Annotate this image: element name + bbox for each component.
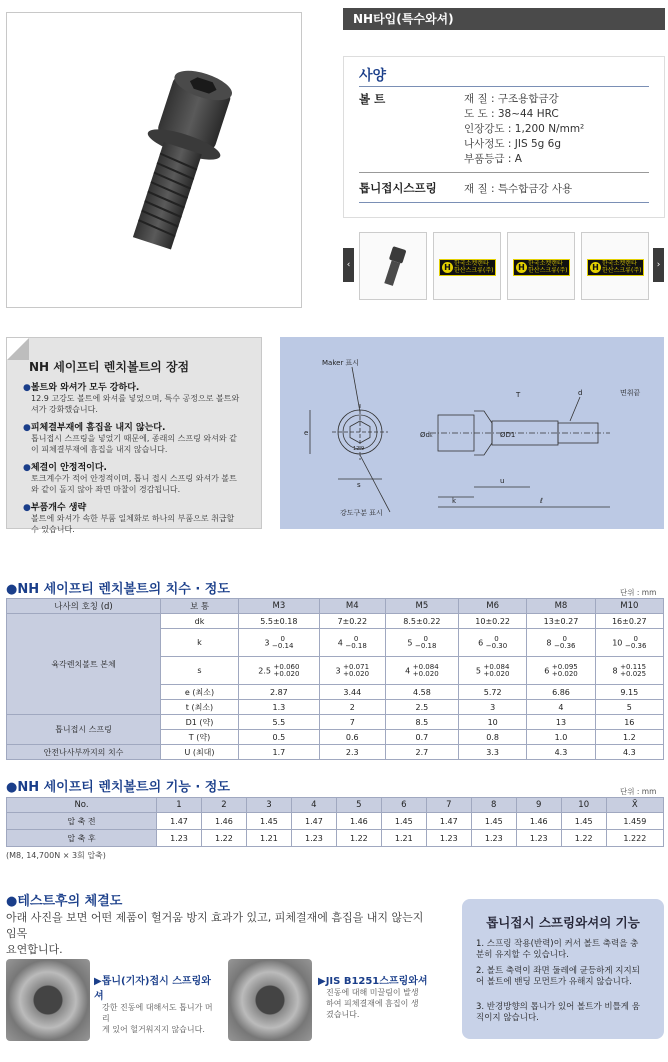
base: 8 xyxy=(546,638,552,647)
cell: 1.45 xyxy=(246,813,291,830)
col-header: 4 xyxy=(291,798,336,813)
company-logo xyxy=(439,259,496,276)
base: 3 xyxy=(335,666,341,675)
cell xyxy=(319,657,385,685)
tol-up: 0 xyxy=(423,634,428,643)
cell: 4 xyxy=(527,700,595,715)
dims-title: ●NH 세이프티 렌치볼트의 치수 · 정도 xyxy=(6,582,230,597)
dim-D1: ØD1 xyxy=(500,431,516,439)
cell: 16 xyxy=(595,715,663,730)
cell: 2.5 xyxy=(385,700,458,715)
col-header: 8 xyxy=(471,798,516,813)
caption-line: 진동에 대해 미끌림이 발생 xyxy=(326,988,419,997)
spec-value: JIS 5g 6g xyxy=(514,138,562,150)
company-logo xyxy=(587,259,644,276)
toothed-washer-photo xyxy=(6,959,90,1041)
func-note: (M8, 14,700N × 3회 압축) xyxy=(6,851,106,860)
cell: 1.45 xyxy=(561,813,606,830)
feature-body: 볼트에 와셔가 속한 부품 일체화로 하나의 부품으로 취급할 xyxy=(31,514,235,523)
test-title: ●테스트후의 체결도 xyxy=(6,894,123,909)
cell xyxy=(385,629,458,657)
cell: 8.5±0.22 xyxy=(385,614,458,629)
cell: 5.5 xyxy=(239,715,320,730)
tol-lo: +0.025 xyxy=(620,669,647,678)
feature-item: ●볼트와 와셔가 모두 강하다. 12.9 고강도 볼트에 와셔를 넣었으며, 특수 공정으로 볼트와 셔가 강화했습니다. xyxy=(23,383,240,414)
dim-l: ℓ xyxy=(540,497,543,505)
h-logo-icon: H xyxy=(516,262,527,273)
col-header: 10 xyxy=(561,798,606,813)
cell: 7 xyxy=(319,715,385,730)
cell: 4.3 xyxy=(527,745,595,760)
cell: 13±0.27 xyxy=(527,614,595,629)
caption-head: ▶JIS B1251스프링와셔 xyxy=(318,976,428,987)
spec-key: 재 질 xyxy=(464,93,488,105)
cell: 8.5 xyxy=(385,715,458,730)
spec-divider xyxy=(359,202,649,203)
base: 2.5 xyxy=(258,666,271,675)
bolt-photo xyxy=(7,13,301,307)
group-label: 육각렌치볼트 본체 xyxy=(7,614,161,715)
features-list xyxy=(23,380,259,535)
cell: 1.47 xyxy=(157,813,202,830)
col-header: M3 xyxy=(239,599,320,614)
cell: 1.7 xyxy=(239,745,320,760)
caption-head: ▶톱니(기자)접시 스프링와셔 xyxy=(94,976,211,1002)
tol-up: 0 xyxy=(562,634,568,643)
prev-thumb-button[interactable] xyxy=(343,248,354,282)
func-table xyxy=(6,797,664,847)
cell: 2.7 xyxy=(385,745,458,760)
test-description xyxy=(6,910,426,958)
chamfer-label: 면취끝 xyxy=(620,389,641,397)
tol-up: +0.060 xyxy=(273,662,300,671)
group-label: 안전나사부까지의 치수 xyxy=(7,745,161,760)
cell: 2 xyxy=(319,700,385,715)
cell xyxy=(385,657,458,685)
features-title: NH 세이프티 렌치볼트의 장점 xyxy=(29,360,190,374)
caption-line: 게 있어 헐거워지지 않습니다. xyxy=(102,1025,205,1034)
tol-up: 0 xyxy=(280,634,285,643)
spec-key: 나사정도 xyxy=(464,138,505,150)
feature-head: 체결이 안정적이다. xyxy=(30,463,107,473)
cell: 5.5±0.18 xyxy=(239,614,320,629)
test-desc-line: 요연합니다. xyxy=(6,943,63,956)
cell: 1.23 xyxy=(426,830,471,847)
spec-value: 38~44 HRC xyxy=(497,108,559,120)
col-header: 보 통 xyxy=(161,599,239,614)
thumbnail-strip xyxy=(343,232,665,302)
test-desc-line: 아래 사진을 보면 어떤 제품이 헐거움 방지 효과가 있고, 피체결재에 흠집을 내지 않는지 임목 xyxy=(6,911,424,940)
feature-body: 셔가 강화했습니다. xyxy=(31,405,98,414)
cell: 1.45 xyxy=(471,813,516,830)
row-label: T (약) xyxy=(161,730,239,745)
cell xyxy=(527,657,595,685)
tol-lo: −0.14 xyxy=(271,641,294,650)
cell: 1.3 xyxy=(239,700,320,715)
caption-toothed xyxy=(94,972,220,1035)
h-logo-icon: H xyxy=(590,262,601,273)
group-label: 톱니접시 스프링 xyxy=(7,715,161,745)
jis-washer-photo xyxy=(228,959,312,1041)
grade-mark: 12.9 xyxy=(353,446,365,452)
function-line: 분히 유지할 수 있습니다. xyxy=(476,950,569,960)
feature-body: 이 피체결부재에 흠집을 내지 않습니다. xyxy=(31,445,168,454)
row-label: s xyxy=(161,657,239,685)
tol-up: +0.095 xyxy=(551,662,578,671)
func-unit: 단위 : mm xyxy=(620,787,657,796)
col-header: 5 xyxy=(336,798,381,813)
cell: 1.459 xyxy=(606,813,663,830)
cell xyxy=(239,629,320,657)
cell: 1.46 xyxy=(336,813,381,830)
table-row xyxy=(7,813,664,830)
tol-up: +0.084 xyxy=(483,662,510,671)
dims-table xyxy=(6,598,664,760)
table-row xyxy=(7,715,664,730)
base: 6 xyxy=(478,638,484,647)
cell xyxy=(595,657,663,685)
cell: 1.22 xyxy=(201,830,246,847)
row-label: 압 축 후 xyxy=(7,830,157,847)
cell: 4.58 xyxy=(385,685,458,700)
cell xyxy=(319,629,385,657)
col-header: 6 xyxy=(381,798,426,813)
cell: 1.22 xyxy=(561,830,606,847)
tol-up: 0 xyxy=(494,634,499,643)
drawing-svg xyxy=(280,337,664,529)
tol-lo: +0.020 xyxy=(343,669,370,678)
spec-heading: 사양 xyxy=(359,68,387,84)
logo-line: 한국소켓랜타 xyxy=(454,260,489,267)
spec-value: 특수합금강 사용 xyxy=(497,183,573,195)
feature-head: 부품개수 생략 xyxy=(30,503,87,513)
feature-item: ●피체결부재에 흠집을 내지 않는다. 톱니접시 스프링을 넣었기 때문에, 종래의 스프링 와셔와 같 이 피체결부재에 흠집을 내지 않습니다. xyxy=(23,423,237,454)
cell: 2.87 xyxy=(239,685,320,700)
thumb-logo[interactable] xyxy=(433,232,501,300)
grade-label: 강도구분 표시 xyxy=(340,509,383,517)
thumb-logo[interactable] xyxy=(581,232,649,300)
tol-lo: +0.020 xyxy=(483,669,510,678)
dim-s: s xyxy=(357,481,361,489)
dim-dk: Ødₖ xyxy=(420,431,433,439)
base: 5 xyxy=(475,666,481,675)
base: 3 xyxy=(264,638,270,647)
function-item xyxy=(476,939,656,961)
col-header: 7 xyxy=(426,798,471,813)
base: 4 xyxy=(405,666,411,675)
base: 8 xyxy=(612,666,618,675)
cell: 1.21 xyxy=(381,830,426,847)
row-label: D1 (약) xyxy=(161,715,239,730)
spec-box xyxy=(343,56,665,218)
company-logo xyxy=(513,259,570,276)
dims-unit: 단위 : mm xyxy=(620,588,657,597)
cell: 1.45 xyxy=(381,813,426,830)
feature-body: 토크계수가 적어 안정적이며, 톱니 접시 스프링 와셔가 볼트 xyxy=(31,474,237,483)
spec-value: A xyxy=(514,153,522,165)
dim-e: e xyxy=(304,429,309,437)
features-panel xyxy=(6,337,262,534)
base: 5 xyxy=(407,638,413,647)
bolt-spec-list: 재 질 : 구조용합금강 도 도 : 38~44 HRC 인장강도 : 1,200 N/mm² 나사정도 : JIS 5g 6g 부품등급 : A xyxy=(464,93,585,165)
function-line: 2. 볼트 축력이 좌면 둘레에 균등하게 지지되 xyxy=(476,966,640,976)
caption-line: 겼습니다. xyxy=(326,1010,360,1019)
chevron-left-icon: ‹ xyxy=(346,260,351,270)
function-line: 1. 스프링 작용(반력)이 커서 볼트 축력을 충 xyxy=(476,939,639,949)
table-row xyxy=(7,830,664,847)
feature-body: 수 있습니다. xyxy=(31,525,75,534)
cell: 10 xyxy=(459,715,527,730)
col-header: 나사의 호칭 (d) xyxy=(7,599,161,614)
col-header: X̄ xyxy=(606,798,663,813)
bolt-thumb-icon xyxy=(360,233,426,299)
cell: 13 xyxy=(527,715,595,730)
cell: 5 xyxy=(595,700,663,715)
cell: 0.5 xyxy=(239,730,320,745)
logo-line: 한국소켓랜타 xyxy=(602,260,637,267)
tol-lo: −0.36 xyxy=(624,641,647,650)
tol-up: +0.115 xyxy=(620,662,647,671)
function-item xyxy=(476,1002,656,1024)
feature-body: 톱니접시 스프링을 넣었기 때문에, 종래의 스프링 와셔와 같 xyxy=(31,434,237,443)
row-label: t (최소) xyxy=(161,700,239,715)
base: 10 xyxy=(612,638,623,647)
cell xyxy=(239,657,320,685)
spec-value: 1,200 N/mm² xyxy=(514,123,585,135)
feature-body: 와 같이 돌지 않아 좌면 마찰이 경감됩니다. xyxy=(31,485,181,494)
cell: 6.86 xyxy=(527,685,595,700)
folded-corner-icon xyxy=(7,338,29,360)
func-table-title: ●NH 세이프티 렌치볼트의 기능 · 정도 xyxy=(6,780,230,795)
function-line: 3. 반경방향의 톱니가 있어 볼트가 비틀게 움 xyxy=(476,1002,640,1012)
spec-key: 도 도 xyxy=(464,108,488,120)
cell: 0.7 xyxy=(385,730,458,745)
feature-item: ●부품개수 생략 볼트에 와셔가 속한 부품 일체화로 하나의 부품으로 취급할 수 있습니다. xyxy=(23,503,235,534)
spec-divider xyxy=(359,86,649,87)
dim-u: u xyxy=(500,477,505,485)
function-item xyxy=(476,966,656,988)
row-label: U (최대) xyxy=(161,745,239,760)
cell: 1.23 xyxy=(157,830,202,847)
dim-d: d xyxy=(578,389,583,397)
cell: 1.0 xyxy=(527,730,595,745)
col-header: No. xyxy=(7,798,157,813)
col-header: M6 xyxy=(459,599,527,614)
logo-line: 한산스크류(주) xyxy=(454,267,494,274)
col-header: 2 xyxy=(201,798,246,813)
bolt-label: 볼 트 xyxy=(359,92,386,106)
logo-line: 한산스크류(주) xyxy=(602,267,642,274)
product-image xyxy=(6,12,302,308)
chevron-right-icon: › xyxy=(656,260,661,270)
spec-key: 부품등급 xyxy=(464,153,505,165)
tol-lo: +0.020 xyxy=(412,669,439,678)
tol-lo: −0.18 xyxy=(415,641,437,650)
cell: 4.3 xyxy=(595,745,663,760)
technical-drawing xyxy=(280,337,664,529)
caption-line: 강한 진동에 대해서도 톱니가 머리 xyxy=(102,1003,213,1023)
col-header: M4 xyxy=(319,599,385,614)
tol-lo: +0.020 xyxy=(273,669,300,678)
maker-label: Maker 표시 xyxy=(322,359,360,367)
cell: 1.2 xyxy=(595,730,663,745)
h-logo-icon: H xyxy=(442,262,453,273)
spring-label: 톱니접시스프링 xyxy=(359,181,437,195)
product-title-bar: NH타입(특수와셔) xyxy=(343,8,665,30)
row-label: e (최소) xyxy=(161,685,239,700)
cell xyxy=(595,629,663,657)
tol-lo: −0.18 xyxy=(345,641,367,650)
tol-up: +0.084 xyxy=(412,662,439,671)
cell: 1.47 xyxy=(426,813,471,830)
cell: 0.8 xyxy=(459,730,527,745)
cell: 1.23 xyxy=(471,830,516,847)
col-header: 3 xyxy=(246,798,291,813)
cell: 1.47 xyxy=(291,813,336,830)
logo-line: 한산스크류(주) xyxy=(528,267,568,274)
spec-key: 재 질 xyxy=(464,183,488,195)
col-header: 1 xyxy=(157,798,202,813)
col-header: M10 xyxy=(595,599,663,614)
cell xyxy=(527,629,595,657)
cell: 10±0.22 xyxy=(459,614,527,629)
next-thumb-button[interactable] xyxy=(653,248,664,282)
logo-line: 한국소켓랜타 xyxy=(528,260,563,267)
cell: 1.23 xyxy=(516,830,561,847)
col-header: M5 xyxy=(385,599,458,614)
table-row xyxy=(7,614,664,629)
col-header: 9 xyxy=(516,798,561,813)
row-label: 압 축 전 xyxy=(7,813,157,830)
cell: 1.21 xyxy=(246,830,291,847)
cell: 16±0.27 xyxy=(595,614,663,629)
caption-jis xyxy=(318,972,438,1020)
row-label: k xyxy=(161,629,239,657)
row-label: dk xyxy=(161,614,239,629)
thumb-logo[interactable] xyxy=(507,232,575,300)
cell: 1.46 xyxy=(516,813,561,830)
base: 4 xyxy=(337,638,343,647)
tol-lo: −0.30 xyxy=(485,641,508,650)
cell: 3 xyxy=(459,700,527,715)
cell: 3.3 xyxy=(459,745,527,760)
spring-spec: 재 질 : 특수합금강 사용 xyxy=(464,183,573,195)
cell: 1.222 xyxy=(606,830,663,847)
tol-lo: −0.36 xyxy=(554,641,576,650)
cell: 2.3 xyxy=(319,745,385,760)
function-line: 어 볼트에 밴딩 모먼트가 유해지 않습니다. xyxy=(476,977,632,987)
cell: 3.44 xyxy=(319,685,385,700)
spec-key: 인장강도 xyxy=(464,123,505,135)
cell: 7±0.22 xyxy=(319,614,385,629)
tol-up: +0.071 xyxy=(343,662,370,671)
table-row xyxy=(7,745,664,760)
cell: 1.46 xyxy=(201,813,246,830)
base: 6 xyxy=(544,666,550,675)
col-header: M8 xyxy=(527,599,595,614)
tol-lo: +0.020 xyxy=(551,669,578,678)
cell: 1.22 xyxy=(336,830,381,847)
dim-k: k xyxy=(452,497,457,505)
cell: 9.15 xyxy=(595,685,663,700)
caption-line: 하여 피체결재에 흠집이 생 xyxy=(326,999,419,1008)
spec-divider xyxy=(359,172,649,173)
cell: 0.6 xyxy=(319,730,385,745)
feature-body: 12.9 고강도 볼트에 와셔를 넣었으며, 특수 공정으로 볼트와 xyxy=(31,394,240,403)
thumb-bolt[interactable] xyxy=(359,232,427,300)
function-line: 직이지 않습니다. xyxy=(476,1013,539,1023)
dim-T: T xyxy=(516,391,521,399)
feature-head: 볼트와 와셔가 모두 강하다. xyxy=(30,383,140,393)
cell: 1.23 xyxy=(291,830,336,847)
spec-value: 구조용합금강 xyxy=(497,93,559,105)
tol-up: 0 xyxy=(633,634,638,643)
spring-function-title: 톱니접시 스프링와셔의 기능 xyxy=(486,915,640,930)
cell xyxy=(459,629,527,657)
feature-item: ●체결이 안정적이다. 토크계수가 적어 안정적이며, 톱니 접시 스프링 와셔가 볼트 와 같이 돌지 않아 좌면 마찰이 경감됩니다. xyxy=(23,463,237,494)
feature-head: 피체결부재에 흠집을 내지 않는다. xyxy=(30,423,166,433)
cell xyxy=(459,657,527,685)
spring-function-box xyxy=(462,899,664,1039)
cell: 5.72 xyxy=(459,685,527,700)
tol-up: 0 xyxy=(353,634,359,643)
